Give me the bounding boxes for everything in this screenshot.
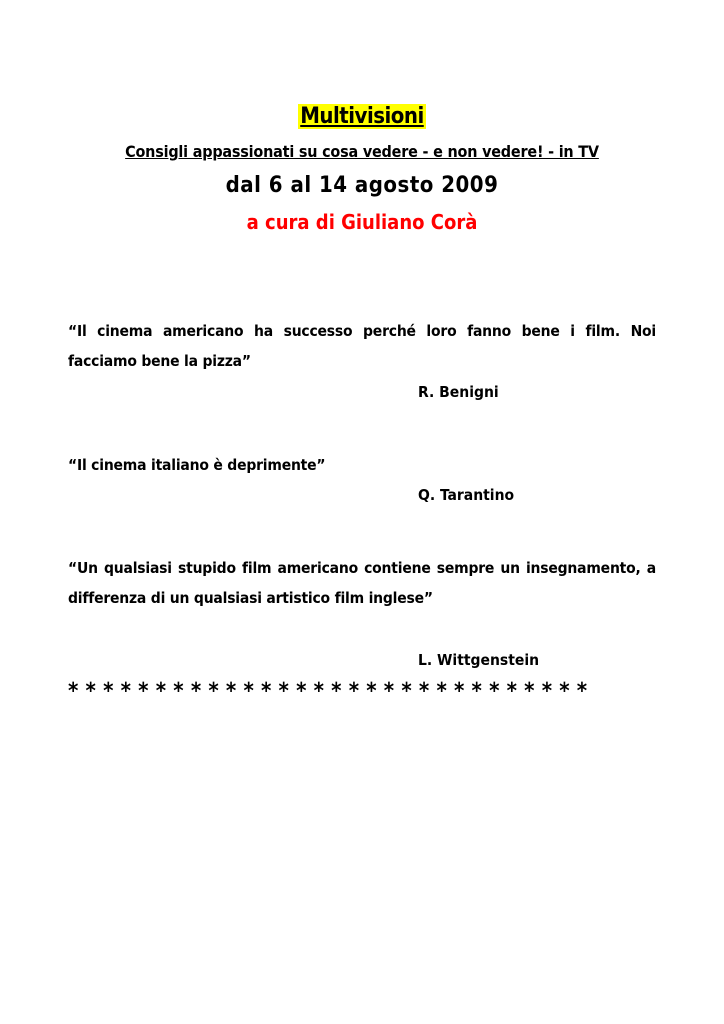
quote-tarantino: “Il cinema italiano è deprimente” bbox=[68, 456, 326, 474]
quote-author-wittgenstein: L. Wittgenstein bbox=[418, 651, 540, 669]
quote-wittgenstein: “Un qualsiasi stupido film americano contiene sempre un insegnamento, a differenza di un qualsiasi artistico film inglese” bbox=[68, 559, 656, 607]
page-title bbox=[0, 100, 724, 134]
quote-author-benigni: R. Benigni bbox=[418, 383, 499, 401]
subtitle-text: Consigli appassionati su cosa vedere - e non vedere! - in TV bbox=[125, 142, 599, 161]
quote-benigni: “Il cinema americano ha successo perché loro fanno bene i film. Noi facciamo bene la pizza” bbox=[68, 322, 656, 370]
quote-author-tarantino: Q. Tarantino bbox=[418, 486, 515, 504]
title-text: Multivisioni bbox=[300, 104, 424, 129]
asterisk-separator: ****************************** bbox=[68, 679, 595, 704]
date-range: dal 6 al 14 agosto 2009 bbox=[225, 173, 499, 198]
curator-credit: a cura di Giuliano Corà bbox=[246, 210, 478, 234]
page-subtitle bbox=[0, 140, 724, 164]
